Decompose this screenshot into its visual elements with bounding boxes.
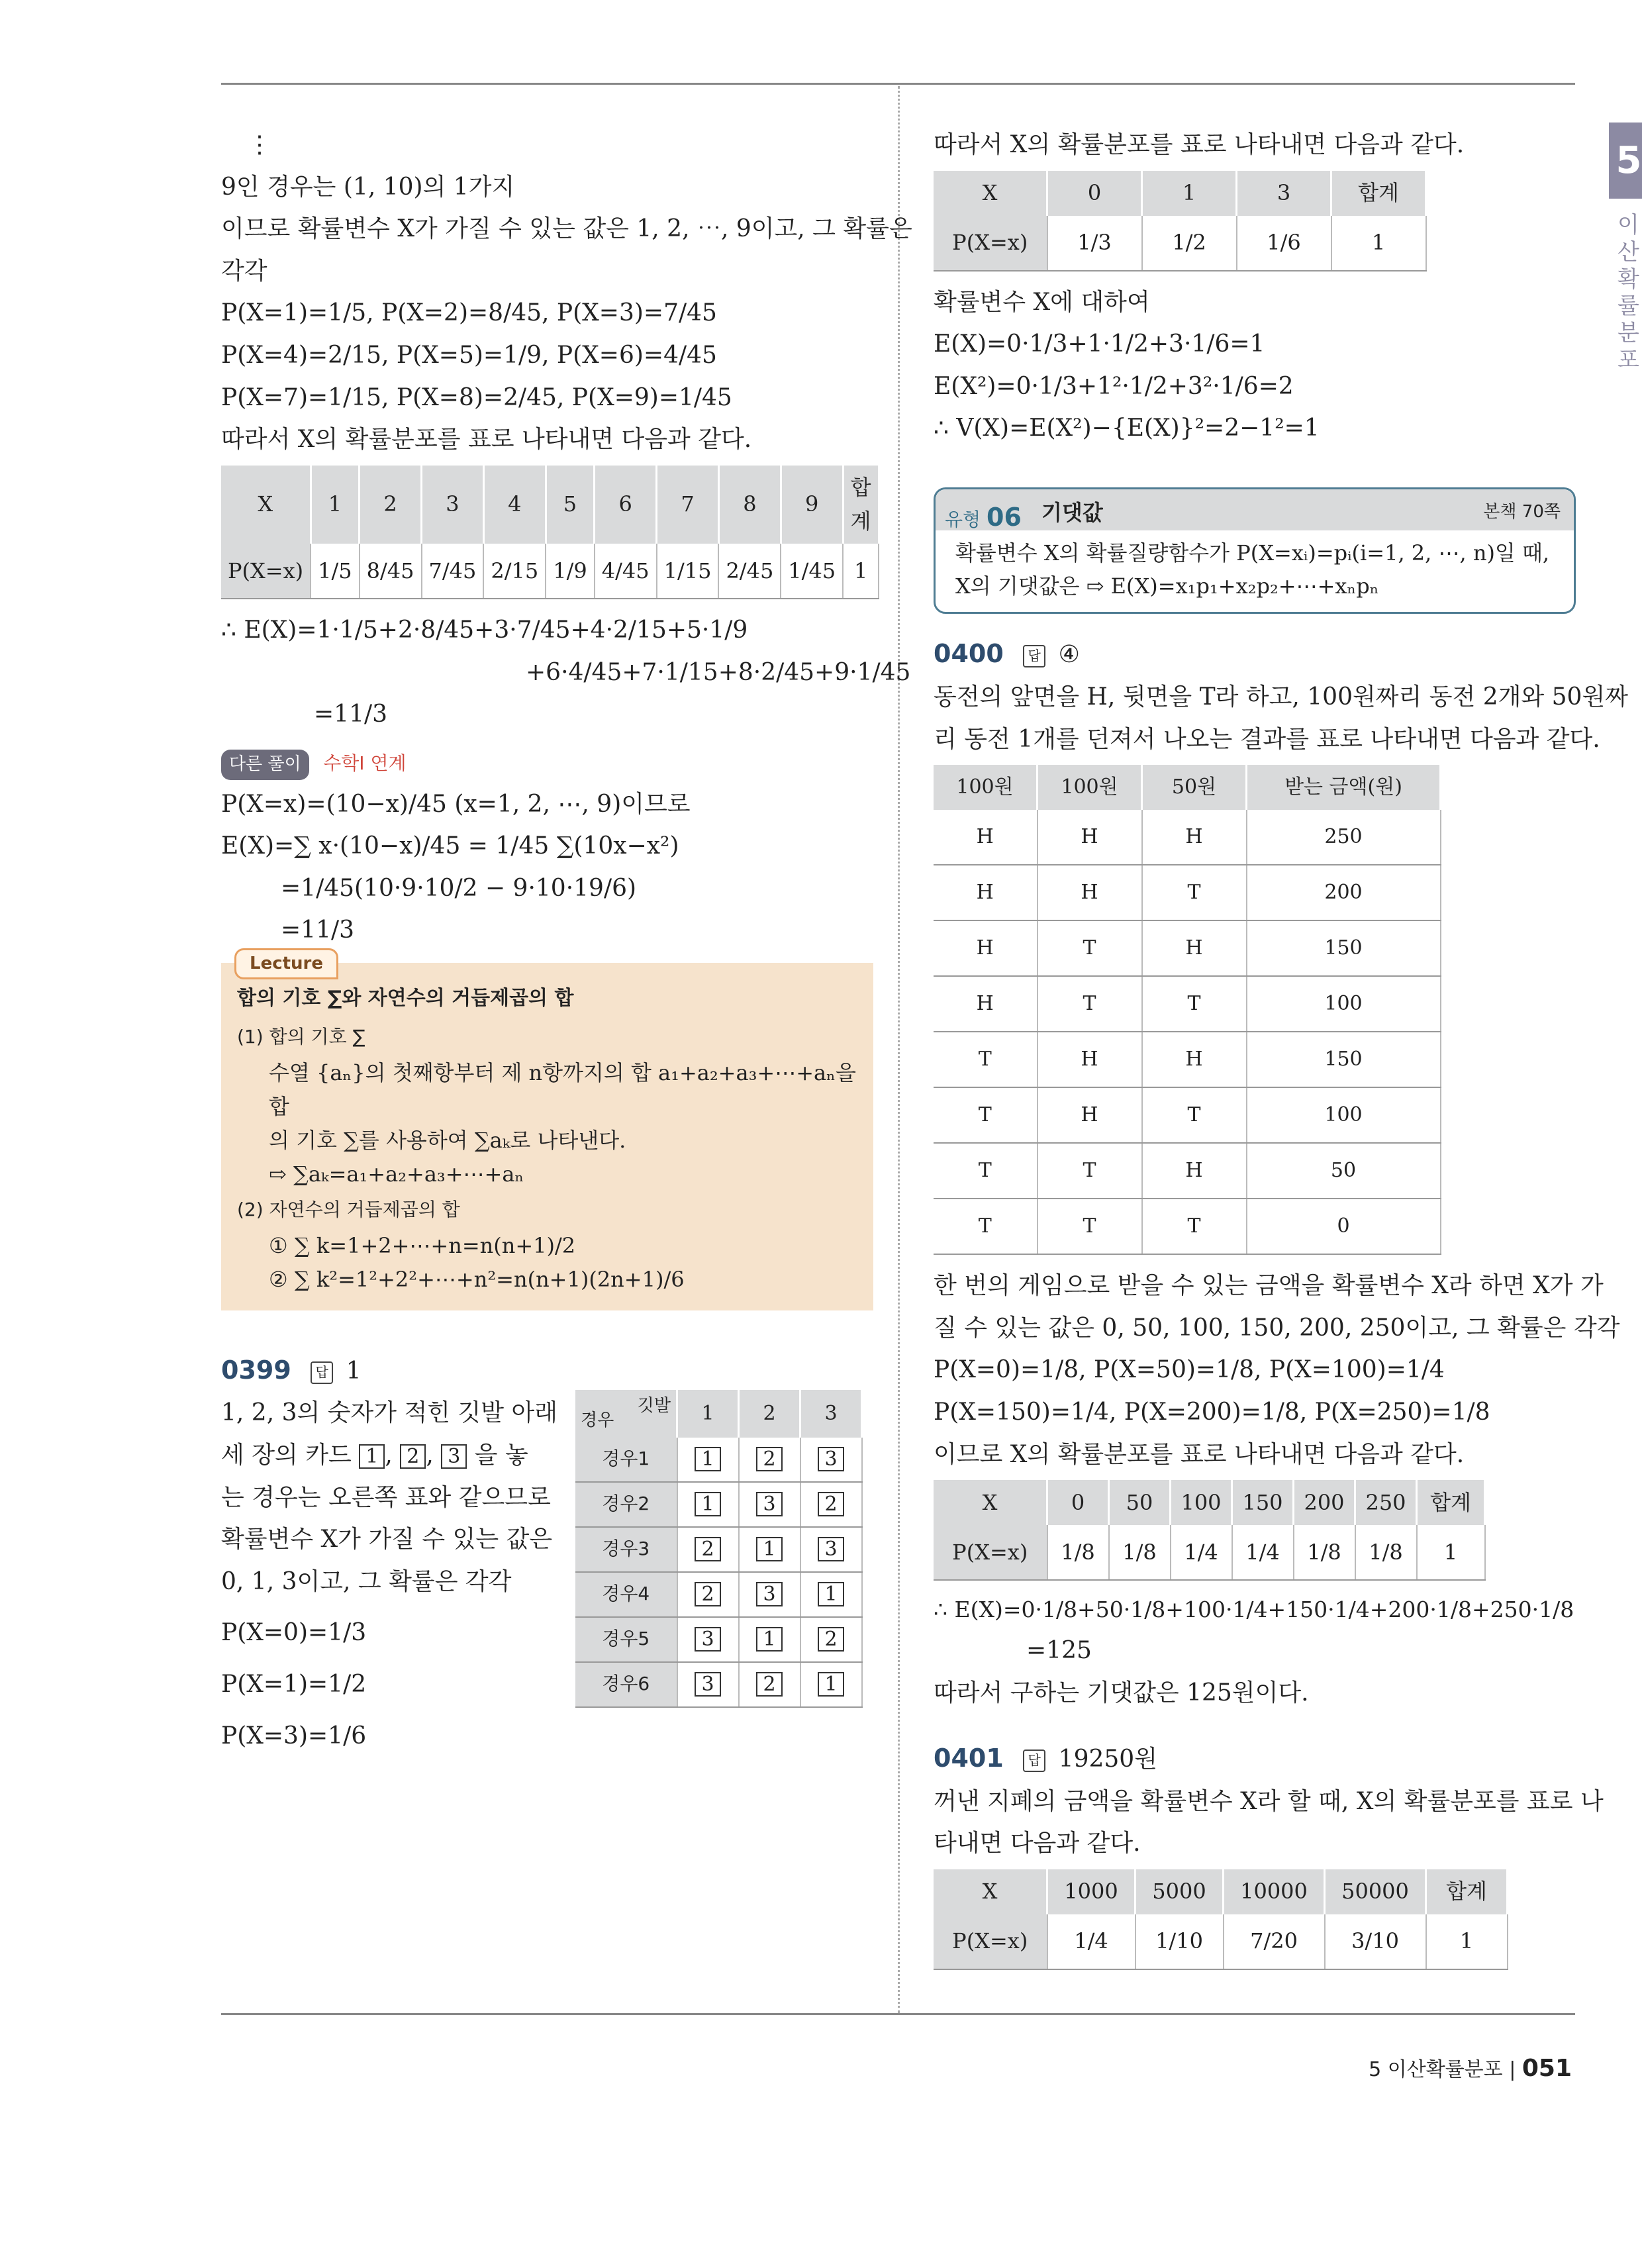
text-line: 타내면 다음과 같다. [934,1830,1141,1857]
table-header: 6 [595,466,657,544]
column-divider [898,86,900,2013]
table-header: 9 [781,466,843,544]
card: 3 [818,1447,844,1471]
card: 3 [695,1672,720,1697]
table-header: 3 [800,1390,862,1438]
distribution-table [934,171,1427,271]
table-cell: 250 [1247,810,1441,865]
bottom-rule [221,2013,1575,2015]
distribution-table [934,1869,1508,1970]
lecture-subtitle: (1) 합의 기호 ∑ [237,1025,365,1048]
table-header: 2 [739,1390,800,1438]
table-header: 250 [1355,1480,1417,1525]
lecture-text: 수열 {aₙ}의 첫째항부터 제 n항까지의 합 a₁+a₂+a₃+⋯+aₙ을 합 [269,1060,856,1119]
table-header: 7 [657,466,719,544]
row-label: P(X=x) [934,216,1047,271]
answer-icon: 답 [1023,645,1045,667]
answer-icon: 답 [311,1361,333,1384]
table-cell: 1/4 [1232,1525,1294,1580]
row-label: P(X=x) [934,1525,1047,1580]
footer-separator: | [1509,2058,1516,2081]
table-header: 4 [483,466,546,544]
prob-line: P(X=1)=1/5, P(X=2)=8/45, P(X=3)=7/45 [221,299,717,327]
table-cell: 8/45 [360,544,422,599]
row-label: 경우1 [575,1438,677,1482]
table-cell: 1/8 [1355,1525,1417,1580]
table-cell: 100 [1247,976,1441,1032]
table-cell: H [1142,810,1247,865]
text-line: 질 수 있는 값은 0, 50, 100, 150, 200, 250이고, 그 확률은 각각 [934,1314,1620,1342]
table-cell: 1/9 [546,544,595,599]
table-cell: 1/2 [1142,216,1237,271]
table-cell: H [1038,1032,1142,1087]
type-text: X의 기댓값은 ⇨ E(X)=x₁p₁+x₂p₂+⋯+xₙpₙ [955,573,1379,599]
card: 1 [818,1582,844,1606]
table-cell: 1/8 [1109,1525,1171,1580]
table-header: 0 [1047,171,1142,216]
table-cell: 1/45 [781,544,843,599]
table-cell: T [934,1143,1038,1199]
text-line: 을 놓 [474,1441,528,1469]
card: 2 [818,1492,844,1516]
conclusion: 따라서 구하는 기댓값은 125원이다. [934,1679,1309,1706]
text-line: 꺼낸 지폐의 금액을 확률변수 X라 할 때, X의 확률분포를 표로 나 [934,1787,1604,1815]
lecture-box [221,953,873,1310]
other-solution-badge: 다른 풀이 [221,750,309,780]
table-header: 5000 [1135,1869,1224,1914]
footer-chapter: 5 이산확률분포 [1369,2058,1503,2081]
table-cell: 1/5 [311,544,360,599]
table-cell: 0 [1247,1199,1441,1254]
question-0401 [934,1738,1604,1970]
lecture-formula: ① ∑ k=1+2+⋯+n=n(n+1)/2 [269,1233,576,1259]
coin-table [934,765,1441,1255]
type-title: 기댓값 [1041,499,1103,525]
expectation-result: =11/3 [314,701,388,728]
table-header: 2 [360,466,422,544]
table-intro: 따라서 X의 확률분포를 표로 나타내면 다음과 같다. [221,426,752,454]
table-cell: T [1142,1199,1247,1254]
alt-line: P(X=x)=(10−x)/45 (x=1, 2, ⋯, 9)이므로 [221,790,691,818]
table-header: 50 [1109,1480,1171,1525]
lecture-text: 의 기호 ∑를 사용하여 ∑aₖ로 나타낸다. [269,1128,626,1154]
prob-line: P(X=0)=1/8, P(X=50)=1/8, P(X=100)=1/4 [934,1356,1445,1384]
table-header: X [221,466,311,544]
type-number: 06 [987,502,1022,532]
prob-line: P(X=3)=1/6 [221,1722,367,1750]
lecture-tag: Lecture [234,948,338,980]
table-header: 10000 [1224,1869,1325,1914]
card: 2 [695,1582,720,1606]
card: 2 [400,1444,426,1469]
table-header: 합계 [843,466,879,544]
expectation-line: ∴ E(X)=1·1/5+2·8/45+3·7/45+4·2/15+5·1/9 [221,616,748,644]
text-line: 리 동전 1개를 던져서 나오는 결과를 표로 나타내면 다음과 같다. [934,725,1600,753]
chapter-title: 이산확률분포 [1618,212,1639,373]
table-cell: H [934,810,1038,865]
table-header: 3 [1237,171,1331,216]
table-cell: 150 [1247,1032,1441,1087]
table-cell: T [1038,976,1142,1032]
card: 2 [818,1627,844,1652]
type-reference: 본책 70쪽 [1483,501,1561,522]
chapter-number: 5 [1609,123,1642,199]
table-cell: T [1038,1143,1142,1199]
table-cell: 4/45 [595,544,657,599]
question-number: 0400 [934,639,1004,669]
text-line: 확률변수 X가 가질 수 있는 값은 [221,1526,553,1553]
table-cell: 200 [1247,865,1441,920]
table-header: 1000 [1047,1869,1135,1914]
row-label: 경우2 [575,1482,677,1527]
variance-line: ∴ V(X)=E(X²)−{E(X)}²=2−1²=1 [934,415,1320,442]
page-number: 051 [1521,2055,1572,2082]
prob-line: P(X=7)=1/15, P(X=8)=2/45, P(X=9)=1/45 [221,383,732,411]
table-header: X [934,171,1047,216]
type-label [945,497,1022,538]
table-header: 1 [1142,171,1237,216]
row-label: P(X=x) [934,1914,1047,1969]
table-cell: H [1142,1143,1247,1199]
row-label: 경우5 [575,1617,677,1662]
cards-table [575,1390,863,1708]
table-cell: T [934,1032,1038,1087]
type-header [936,489,1574,530]
table-cell: T [1038,1199,1142,1254]
alt-line: =1/45(10·9·10/2 − 9·10·19/6) [281,874,637,902]
text-line: 동전의 앞면을 H, 뒷면을 T라 하고, 100원짜리 동전 2개와 50원짜 [934,683,1629,711]
table-cell: 1/3 [1047,216,1142,271]
lecture-formula: ② ∑ k²=1²+2²+⋯+n²=n(n+1)(2n+1)/6 [269,1267,685,1293]
table-cell: 150 [1247,920,1441,976]
type-prefix: 유형 [945,508,981,530]
table-cell: 3/10 [1325,1914,1426,1969]
other-solution-link: 수학Ⅰ 연계 [323,752,407,774]
type-box [934,487,1576,614]
row-label: 경우3 [575,1527,677,1572]
table-header: 100원 [934,765,1038,810]
table-header: 1 [677,1390,739,1438]
text-line: 9인 경우는 (1, 10)의 1가지 [221,173,515,201]
table-header: 합계 [1331,171,1426,216]
table-header: 8 [718,466,781,544]
table-cell: T [934,1087,1038,1143]
lecture-formula: ⇨ ∑aₖ=a₁+a₂+a₃+⋯+aₙ [269,1161,524,1187]
table-cell: H [934,865,1038,920]
alt-line: E(X)=∑ x·(10−x)/45 = 1/45 ∑(10x−x²) [221,832,679,860]
table-cell: 1 [1426,1914,1508,1969]
expectation-line: E(X)=0·1/3+1·1/2+3·1/6=1 [934,330,1265,358]
prob-line: P(X=4)=2/15, P(X=5)=1/9, P(X=6)=4/45 [221,341,717,369]
card: 3 [818,1537,844,1561]
table-cell: 50 [1247,1143,1441,1199]
row-label: 경우4 [575,1572,677,1617]
answer-value: ④ [1058,641,1080,669]
table-cell: T [1142,865,1247,920]
prob-line: P(X=0)=1/3 [221,1619,367,1647]
table-header: 50원 [1142,765,1247,810]
table-cell: 1/4 [1047,1914,1135,1969]
row-label: P(X=x) [221,544,311,599]
table-cell: 1/8 [1294,1525,1355,1580]
table-cell: 100 [1247,1087,1441,1143]
card: 1 [818,1672,844,1697]
table-header: 3 [422,466,484,544]
expectation-line: E(X²)=0·1/3+1²·1/2+3²·1/6=2 [934,372,1294,400]
table-header: 150 [1232,1480,1294,1525]
table-header: 50000 [1325,1869,1426,1914]
table-cell: T [1142,1087,1247,1143]
card: 3 [695,1627,720,1652]
distribution-table [934,1480,1486,1581]
table-cell: T [934,1199,1038,1254]
text-line: 는 경우는 오른쪽 표와 같으므로 [221,1483,551,1511]
prob-line: P(X=1)=1/2 [221,1670,367,1698]
type-text: 확률변수 X의 확률질량함수가 P(X=xᵢ)=pᵢ(i=1, 2, ⋯, n)일 때, [955,540,1550,566]
question-0400 [934,634,1629,1712]
table-cell: T [1142,976,1247,1032]
text-line: 확률변수 X에 대하여 [934,288,1150,316]
table-header: 100 [1171,1480,1232,1525]
question-number: 0399 [221,1355,291,1385]
table-cell: 1/6 [1237,216,1331,271]
text-line: 따라서 X의 확률분포를 표로 나타내면 다음과 같다. [934,131,1465,158]
card: 1 [756,1537,782,1561]
table-cell: H [1142,920,1247,976]
table-header: 합계 [1426,1869,1508,1914]
expectation-result: =125 [1026,1636,1092,1664]
corner-bottom: 경우 [581,1410,614,1430]
expectation-line: +6·4/45+7·1/15+8·2/45+9·1/45 [526,658,911,686]
table-cell: 1 [1331,216,1426,271]
table-cell: 7/45 [422,544,484,599]
card: 1 [695,1447,720,1471]
lecture-title: 합의 기호 ∑와 자연수의 거듭제곱의 합 [237,986,574,1010]
table-header: 1 [311,466,360,544]
vdots: ⋮ [248,131,271,158]
distribution-table [221,466,880,599]
table-cell: 1/10 [1135,1914,1224,1969]
table-cell: 1/8 [1047,1525,1109,1580]
table-cell: T [1038,920,1142,976]
type-body [936,530,1574,612]
row-label: 경우6 [575,1662,677,1707]
answer-value: 19250원 [1058,1746,1157,1773]
card: 2 [695,1537,720,1561]
table-cell: H [1142,1032,1247,1087]
card: 2 [756,1672,782,1697]
table-header: 받는 금액(원) [1247,765,1441,810]
table-cell: H [934,976,1038,1032]
table-cell: 1 [1417,1525,1485,1580]
card: 3 [441,1444,467,1469]
text-line: 이므로 X의 확률분포를 표로 나타내면 다음과 같다. [934,1440,1465,1468]
table-header: 200 [1294,1480,1355,1525]
text-line: 이므로 확률변수 X가 가질 수 있는 값은 1, 2, ⋯, 9이고, 그 확률은 [221,215,912,243]
card: 1 [359,1444,385,1469]
card: 1 [695,1492,720,1516]
table-cell: 2/45 [718,544,781,599]
left-column [221,126,912,1759]
corner-header [575,1390,677,1438]
table-header: X [934,1869,1047,1914]
card: 3 [756,1492,782,1516]
table-cell: 2/15 [483,544,546,599]
text-line: 1, 2, 3의 숫자가 적힌 깃발 아래 [221,1399,558,1427]
text-line: 0, 1, 3이고, 그 확률은 각각 [221,1567,512,1595]
table-header: X [934,1480,1047,1525]
alt-line: =11/3 [281,916,355,944]
table-cell: 7/20 [1224,1914,1325,1969]
lecture-subtitle: (2) 자연수의 거듭제곱의 합 [237,1199,460,1221]
table-cell: 1/4 [1171,1525,1232,1580]
prob-line: P(X=150)=1/4, P(X=200)=1/8, P(X=250)=1/8 [934,1398,1490,1426]
page-footer [1369,2053,1572,2082]
table-cell: H [1038,810,1142,865]
table-header: 100원 [1038,765,1142,810]
card: 3 [756,1582,782,1606]
table-cell: H [1038,865,1142,920]
table-cell: 1 [843,544,879,599]
table-cell: H [934,920,1038,976]
top-rule [221,83,1575,85]
table-cell: H [1038,1087,1142,1143]
table-cell: 1/15 [657,544,719,599]
text-line: 세 장의 카드 [221,1441,352,1469]
card: 2 [756,1447,782,1471]
question-number: 0401 [934,1744,1004,1773]
table-header: 0 [1047,1480,1109,1525]
answer-icon: 답 [1023,1750,1045,1772]
question-0399: 0399 답 1 1, 2, 3의 숫자가 적힌 깃발 아래 세 장의 카드 1 , 2 , 3 을 놓 는 경우는 오른쪽 표와 같으므로 확률변수 X가 가질 수 있는 값은 0, 1, 3이고, 그 확률은 각각 P(X=0)=1/3 P(X=1)=1/2 P(X=3)=1/6 깃발 경우 1 2 3 경우1 1 2 3 경우2 1 3 2 경우3 2 1 3 경우4 2 3 1 경우5 3 1 2 경우6 3 2 1 [221,1350,873,1755]
text-line: 각각 [221,257,267,285]
expectation-line: ∴ E(X)=0·1/8+50·1/8+100·1/4+150·1/4+200·1/8+250·1/8 [934,1597,1574,1623]
table-header: 5 [546,466,595,544]
card: 1 [756,1627,782,1652]
corner-top: 깃발 [637,1395,671,1416]
table-header: 합계 [1417,1480,1485,1525]
answer-value: 1 [346,1357,362,1385]
text-line: 한 번의 게임으로 받을 수 있는 금액을 확률변수 X라 하면 X가 가 [934,1272,1604,1300]
